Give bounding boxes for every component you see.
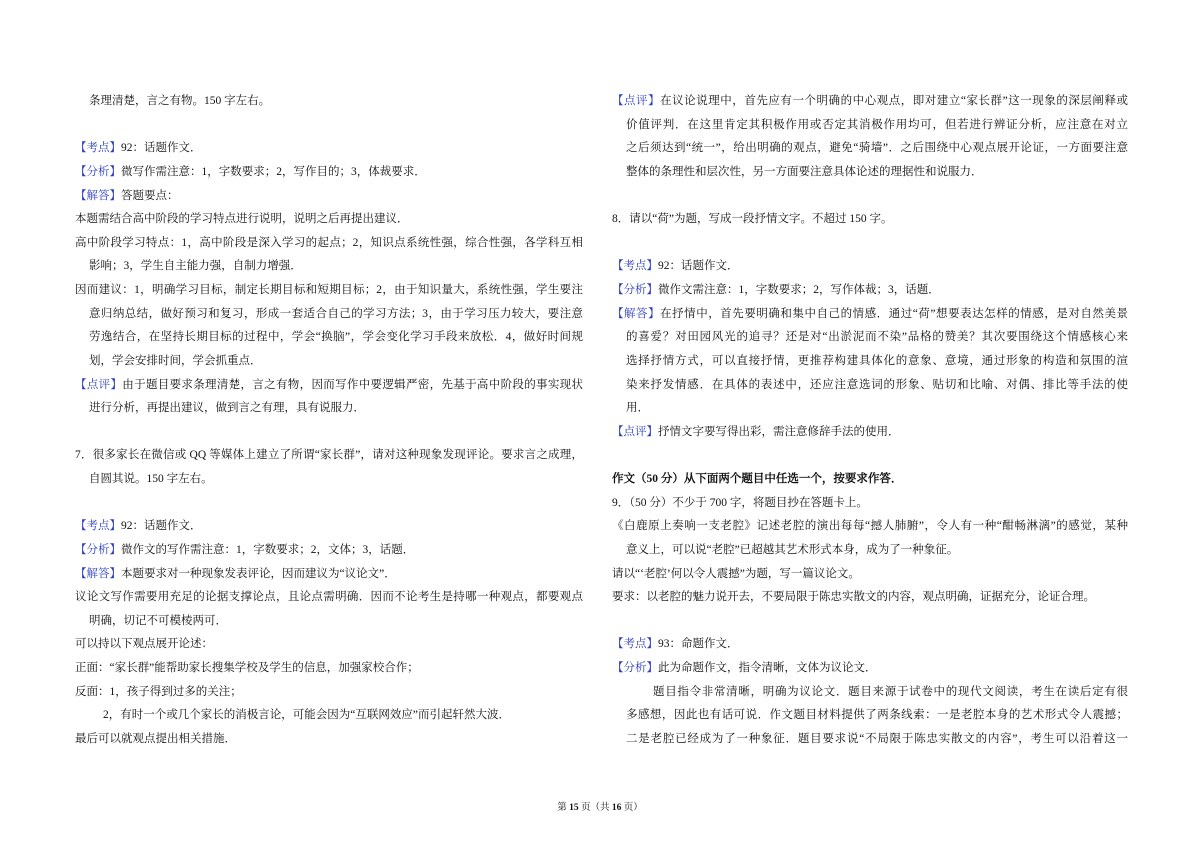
q9-question: 9．（50 分）不少于 700 字，将题目抄在答题卡上。 — [612, 496, 868, 509]
total-pages-number: 16 — [611, 803, 622, 813]
q7-dianping — [612, 90, 1128, 114]
current-page-number: 15 — [569, 803, 579, 813]
q9-title-instruction: 请以“‘老腔’何以令人震撼”为题，写一篇议论文。 — [612, 567, 860, 580]
fenxi-text: 微写作需注意：1，字数要求；2，写作目的；3，体裁要求． — [121, 165, 426, 178]
q8-dianping — [612, 421, 1128, 445]
footer-prefix: 第 — [557, 803, 570, 813]
q7-dianping-continuation: 价值评判．在这里肯定其积极作用或否定其消极作用均可，但若进行辨证分析，应注意在对立 — [626, 118, 1128, 131]
fenxi-label: 【分析】 — [75, 543, 121, 556]
fenxi-label: 【分析】 — [612, 662, 658, 674]
jieda-text: 在抒情中，首先要明确和集中自己的情感．通过“荷”想要表达怎样的情感，是对自然美景 — [660, 307, 1128, 320]
q9-requirements: 要求：以老腔的魅力说开去，不要局限于陈忠实散文的内容，观点明确，证据充分，论证合理。 — [612, 591, 1095, 604]
right-column — [612, 90, 1128, 752]
q6-body-line: 高中阶段学习特点：1，高中阶段是深入学习的起点；2，知识点系统性强，综合性强，各学科互相 — [75, 236, 583, 249]
q9-fenxi-paragraph-line: 二是老腔已经成为了一种象征．题目要求说“不局限于陈忠实散文的内容”，考生可以沿着这一 — [626, 732, 1128, 745]
fenxi-label: 【分析】 — [612, 284, 658, 296]
kaodian-text: 92：话题作文． — [658, 260, 739, 273]
jieda-label: 【解答】 — [612, 307, 661, 320]
q7-body-line: 反面：1，孩子得到过多的关注； — [75, 685, 242, 698]
kaodian-label: 【考点】 — [612, 260, 658, 273]
q6-body-line: 劳逸结合，在坚持长期目标的过程中，学会“换脑”，学会变化学习手段来放松．4，做好时间规 — [89, 331, 583, 344]
q9-fenxi-paragraph-line: 题目指令非常清晰，明确为议论文．题目来源于试卷中的现代文阅读，考生在读后定有很 — [653, 685, 1128, 698]
q7-body-line: 正面：“家长群”能帮助家长搜集学校及学生的信息，加强家校合作； — [75, 662, 419, 674]
q6-fenxi — [75, 161, 583, 185]
q6-kaodian — [75, 137, 583, 161]
kaodian-label: 【考点】 — [612, 638, 658, 651]
page-footer — [0, 800, 1200, 816]
q7-body-line: 2，有时一个或几个家长的消极言论，可能会因为“互联网效应”而引起轩然大波． — [103, 709, 510, 722]
footer-suffix: 页） — [621, 803, 643, 813]
dianping-label: 【点评】 — [75, 378, 123, 391]
q6-body-line: 本题需结合高中阶段的学习特点进行说明，说明之后再提出建议． — [75, 213, 409, 226]
dianping-text: 抒情文字要写得出彩，需注意修辞手法的使用． — [658, 425, 900, 438]
left-column — [75, 90, 583, 752]
kaodian-label: 【考点】 — [75, 142, 121, 155]
q7-dianping-continuation: 整体的条理性和层次性，另一方面要注意具体论述的理据性和说服力． — [626, 165, 983, 178]
jieda-text: 答题要点： — [121, 189, 179, 202]
q8-kaodian — [612, 255, 1128, 279]
q8-jieda-continuation: 选择抒情方式，可以直接抒情，更推荐构建具体化的意象、意境，通过形象的构造和氛围的渲 — [626, 354, 1128, 367]
footer-middle: 页（共 — [578, 803, 612, 813]
q8-question: 8．请以“荷”为题，写成一段抒情文字。不超过 150 字。 — [612, 213, 893, 226]
kaodian-text: 92：话题作文． — [121, 520, 202, 533]
dianping-text: 由于题目要求条理清楚，言之有物，因而写作中要逻辑严密，先基于高中阶段的事实现状 — [122, 378, 584, 391]
q7-fenxi — [75, 539, 583, 563]
dianping-text: 在议论说理中，首先应有一个明确的中心观点，即对建立“家长群”这一现象的深层阐释或 — [660, 95, 1128, 107]
jieda-label: 【解答】 — [75, 567, 121, 580]
jieda-label: 【解答】 — [75, 189, 121, 202]
q6-body-line: 意归纳总结，做好预习和复习，形成一套适合自己的学习方法；3，由于学习压力较大，要注意 — [89, 307, 583, 320]
q7-question-continuation: 自圆其说。150 字左右。 — [89, 473, 213, 485]
q7-dianping-continuation: 之后须达到“统一”，给出明确的观点，避免“骑墙”．之后围绕中心观点展开论证，一方面要注意 — [626, 142, 1128, 155]
q8-fenxi — [612, 279, 1128, 303]
q8-jieda — [612, 303, 1128, 327]
kaodian-text: 93：命题作文． — [658, 638, 739, 651]
kaodian-text: 92：话题作文． — [121, 142, 202, 155]
q8-jieda-continuation: 用． — [626, 402, 649, 415]
fenxi-label: 【分析】 — [75, 165, 121, 178]
jieda-text: 本题要求对一种现象发表评论，因而建议为“议论文”． — [121, 567, 396, 580]
q7-jieda — [75, 563, 583, 587]
q9-fenxi — [612, 657, 1128, 681]
dianping-label: 【点评】 — [612, 95, 661, 107]
q7-body-line: 明确，切记不可模棱两可． — [89, 614, 227, 627]
q7-question: 7．很多家长在微信或 QQ 等媒体上建立了所谓“家长群”，请对这种现象发现评论。要求言之成理， — [75, 449, 583, 462]
q7-body-line: 议论文写作需要用充足的论据支撑论点，且论点需明确．因而不论考生是持哪一种观点，都要观点 — [75, 591, 583, 604]
q9-material-line: 意义上，可以说“老腔”已超越其艺术形式本身，成为了一种象征。 — [626, 543, 959, 556]
q6-body-line: 划，学会安排时间，学会抓重点． — [89, 354, 262, 367]
q6-jieda — [75, 185, 583, 209]
fenxi-text: 此为命题作文，指令清晰，文体为议论文． — [658, 662, 877, 674]
kaodian-label: 【考点】 — [75, 520, 121, 533]
q9-fenxi-paragraph-line: 多感想，因此也有话可说．作文题目材料提供了两条线索：一是老腔本身的艺术形式令人震撼； — [626, 709, 1128, 722]
q7-kaodian — [75, 515, 583, 539]
fenxi-text: 微作文的写作需注意：1，字数要求；2，文体；3，话题． — [121, 543, 415, 556]
q6-body-line: 因而建议：1，明确学习目标，制定长期目标和短期目标；2，由于知识量大，系统性强，学生要注 — [75, 284, 583, 296]
q6-body-line: 影响；3，学生自主能力强，自制力增强． — [89, 260, 302, 273]
q9-material-line: 《白鹿原上奏响一支老腔》记述老腔的演出每每“撼人肺腑”，令人有一种“酣畅淋漓”的感觉，某种 — [612, 520, 1128, 533]
q6-dianping-continuation: 进行分析，再提出建议，做到言之有理，具有说服力． — [89, 402, 365, 415]
fenxi-text: 微作文需注意：1，字数要求；2，写作体裁；3，话题． — [658, 284, 940, 296]
q8-jieda-continuation: 染来抒发情感．在具体的表述中，还应注意选词的形象、贴切和比喻、对偶、排比等手法的使 — [626, 378, 1128, 391]
q8-jieda-continuation: 的喜爱？对田园风光的追寻？还是对“出淤泥而不染”品格的赞美？其次要围绕这个情感核心来 — [626, 331, 1128, 344]
dianping-label: 【点评】 — [612, 425, 658, 438]
q6-requirement-continuation: 条理清楚，言之有物。150 字左右。 — [89, 95, 271, 107]
q7-body-line: 可以持以下观点展开论述： — [75, 638, 213, 651]
q6-dianping — [75, 374, 583, 398]
q7-body-line: 最后可以就观点提出相关措施． — [75, 732, 236, 745]
essay-section-heading: 作文（50 分）从下面两个题目中任选一个，按要求作答． — [612, 473, 903, 485]
q9-kaodian — [612, 633, 1128, 657]
